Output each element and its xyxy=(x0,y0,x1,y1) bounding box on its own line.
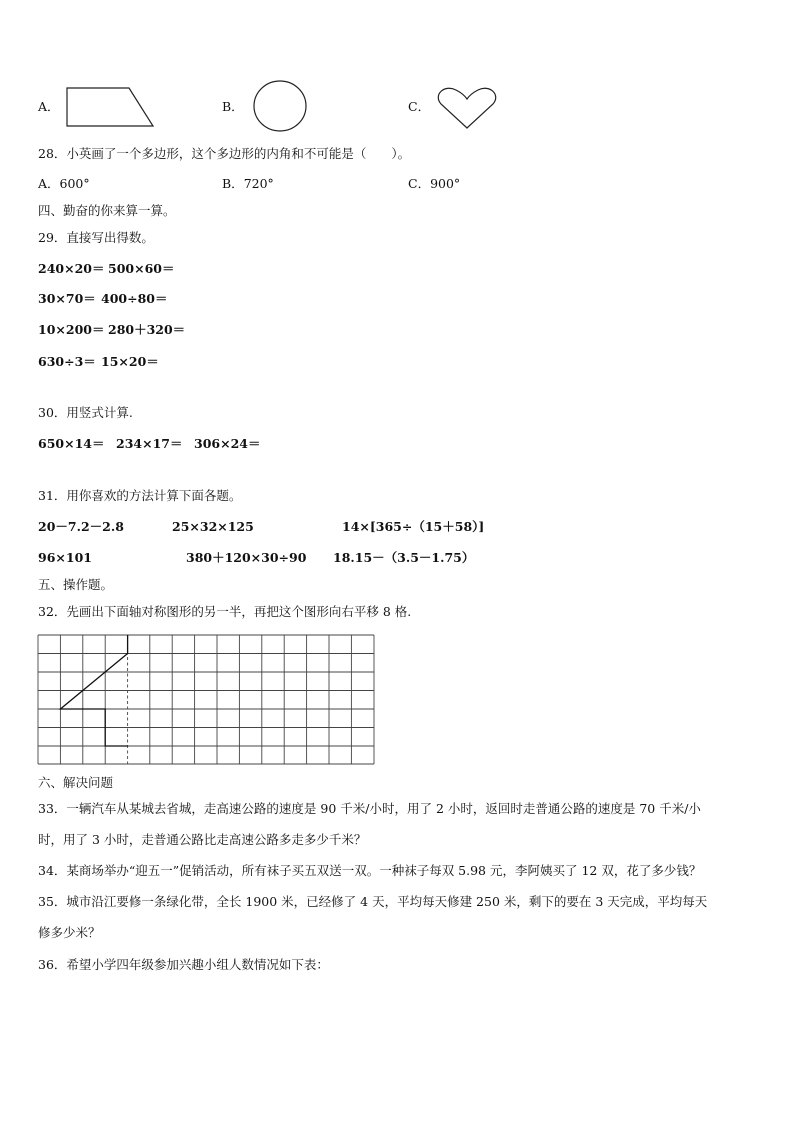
q31-expression: 25×32×125 xyxy=(172,519,254,534)
q35-line-1: 35．城市沿江要修一条绿化带，全长 1900 米，已经修了 4 天，平均每天修建 250 米，剩下的要在 3 天完成，平均每天 xyxy=(38,894,708,909)
q35-line-2: 修多少米？ xyxy=(38,925,101,940)
q31-expression: 14×[365÷（15＋58）] xyxy=(342,519,485,534)
section-6-title: 六、解决问题 xyxy=(38,775,114,790)
q27-option-a-label: A． xyxy=(38,99,60,114)
q33-line-1: 33．一辆汽车从某城去省城，走高速公路的速度是 90 千米/小时，用了 2 小时，返回时走普通公路的速度是 70 千米/小 xyxy=(38,801,701,816)
q33-line-2: 时，用了 3 小时，走普通公路比走高速公路多走多少千米？ xyxy=(38,832,367,847)
heart-shape xyxy=(436,86,498,132)
q31-question: 31．用你喜欢的方法计算下面各题。 xyxy=(38,488,242,503)
q29-expression: 240×20＝ xyxy=(38,261,105,276)
q31-expression: 20－7.2－2.8 xyxy=(38,519,124,534)
q28-question: 28．小英画了一个多边形，这个多边形的内角和不可能是（ ）。 xyxy=(38,146,411,161)
q29-expression: 400÷80＝ xyxy=(101,291,168,306)
q29-question: 29．直接写出得数。 xyxy=(38,230,154,245)
q30-expression: 306×24＝ xyxy=(194,436,261,451)
q32-question: 32．先画出下面轴对称图形的另一半，再把这个图形向右平移 8 格. xyxy=(38,604,412,619)
q29-expression: 500×60＝ xyxy=(108,261,175,276)
trapezoid-shape xyxy=(64,86,156,128)
q30-expression: 234×17＝ xyxy=(116,436,183,451)
q29-expression: 15×20＝ xyxy=(101,354,159,369)
q31-expression: 18.15－（3.5－1.75） xyxy=(333,550,475,565)
q36-text: 36．希望小学四年级参加兴趣小组人数情况如下表： xyxy=(38,957,329,972)
section-5-title: 五、操作题。 xyxy=(38,577,114,592)
q27-option-c-label: C． xyxy=(408,99,431,114)
q28-option-b: B．720° xyxy=(222,176,274,191)
q29-expression: 10×200＝ xyxy=(38,322,105,337)
section-4-title: 四、勤奋的你来算一算。 xyxy=(38,203,176,218)
q28-option-c: C．900° xyxy=(408,176,461,191)
q31-expression: 96×101 xyxy=(38,550,92,565)
q30-expression: 650×14＝ xyxy=(38,436,105,451)
grid-figure xyxy=(37,634,377,766)
q29-expression: 30×70＝ xyxy=(38,291,96,306)
q30-question: 30．用竖式计算. xyxy=(38,405,133,420)
q27-option-b-label: B． xyxy=(222,99,244,114)
q29-expression: 280＋320＝ xyxy=(108,322,186,337)
q31-expression: 380＋120×30÷90 xyxy=(186,550,307,565)
q28-option-a: A．600° xyxy=(38,176,90,191)
circle-shape xyxy=(252,80,310,134)
q29-expression: 630÷3＝ xyxy=(38,354,96,369)
q34-text: 34．某商场举办“迎五一”促销活动，所有袜子买五双送一双。一种袜子每双 5.98 元，李阿姨买了 12 双，花了多少钱？ xyxy=(38,863,702,878)
